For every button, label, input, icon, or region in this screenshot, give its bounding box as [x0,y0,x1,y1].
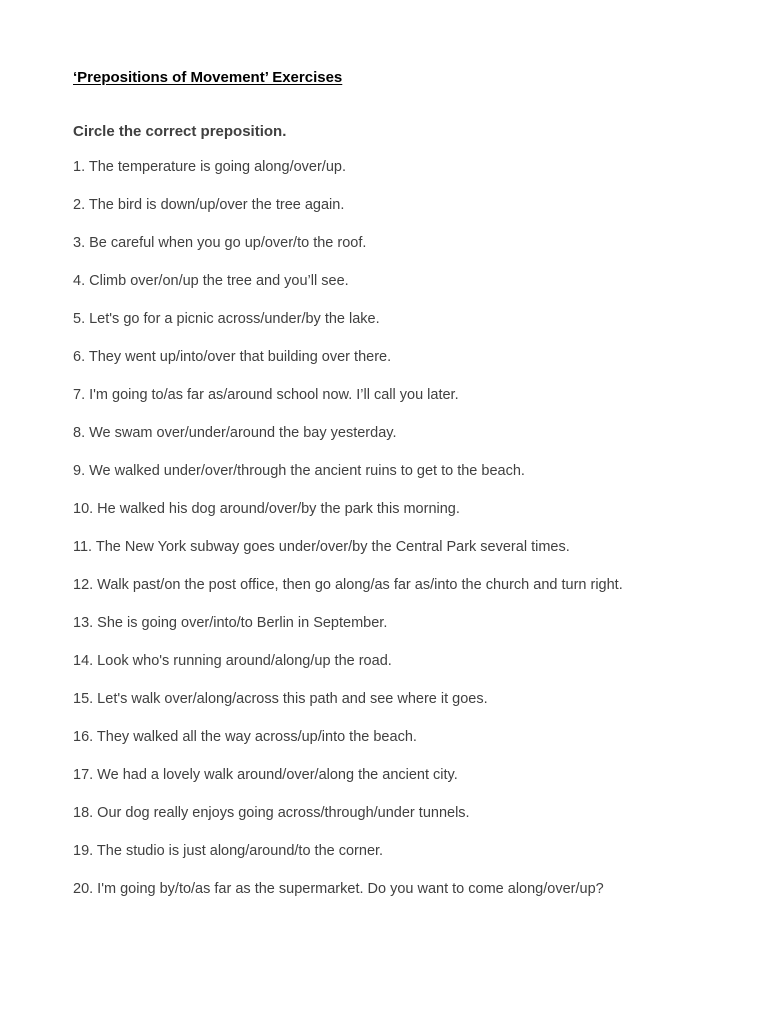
question-item: 11. The New York subway goes under/over/by the Central Park several times. [73,539,570,555]
question-item: 6. They went up/into/over that building over there. [73,349,392,365]
question-item: 4. Climb over/on/up the tree and you’ll see. [73,273,349,289]
question-item: 14. Look who's running around/along/up the road. [73,653,392,669]
question-item: 12. Walk past/on the post office, then go along/as far as/into the church and turn right. [73,577,623,593]
question-item: 18. Our dog really enjoys going across/through/under tunnels. [73,805,470,821]
question-item: 13. She is going over/into/to Berlin in September. [73,615,388,631]
question-item: 8. We swam over/under/around the bay yesterday. [73,425,397,441]
question-item: 5. Let's go for a picnic across/under/by the lake. [73,311,380,327]
question-item: 2. The bird is down/up/over the tree again. [73,197,345,213]
question-item: 20. I'm going by/to/as far as the supermarket. Do you want to come along/over/up? [73,881,604,897]
question-item: 10. He walked his dog around/over/by the park this morning. [73,501,460,517]
worksheet-title: ‘Prepositions of Movement’ Exercises [73,69,343,86]
question-item: 3. Be careful when you go up/over/to the roof. [73,235,367,251]
question-item: 1. The temperature is going along/over/up. [73,159,346,175]
question-list [73,158,623,918]
question-item: 16. They walked all the way across/up/into the beach. [73,729,417,745]
question-item: 19. The studio is just along/around/to the corner. [73,843,384,859]
instruction-heading: Circle the correct preposition. [73,123,287,140]
question-item: 17. We had a lovely walk around/over/along the ancient city. [73,767,458,783]
question-item: 9. We walked under/over/through the ancient ruins to get to the beach. [73,463,525,479]
question-item: 15. Let's walk over/along/across this path and see where it goes. [73,691,488,707]
question-item: 7. I'm going to/as far as/around school now. I’ll call you later. [73,387,459,403]
